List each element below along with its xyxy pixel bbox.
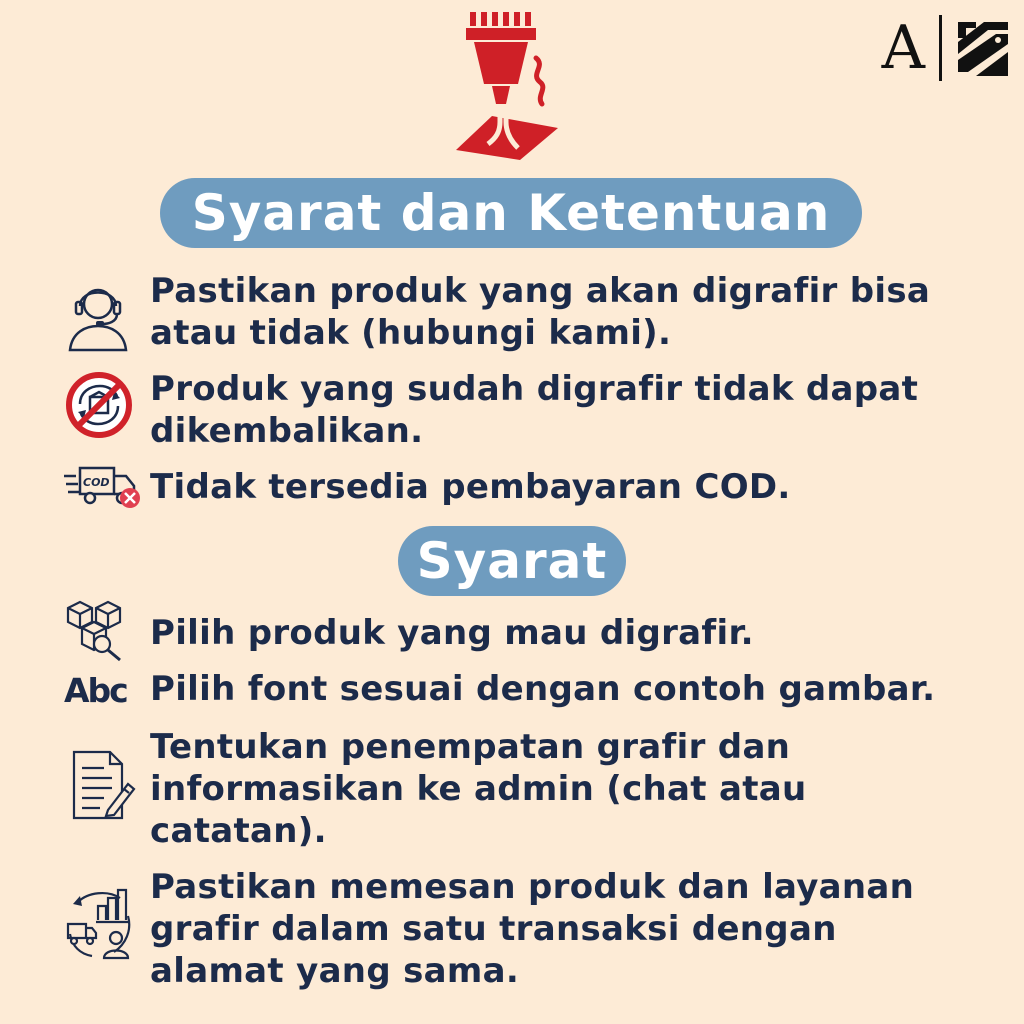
section-title-requirements: Syarat: [398, 526, 626, 596]
laser-engraver-icon: [452, 12, 562, 160]
item-text: Pastikan produk yang akan digrafir bisa atau tidak (hubungi kami).: [150, 271, 931, 353]
brand-divider: [939, 15, 942, 81]
item-text: Pilih produk yang mau digrafir.: [150, 613, 754, 653]
delivery-transaction-icon: [64, 886, 136, 962]
item-text: Tentukan penempatan grafir dan informasikan ke admin (chat atau catatan).: [150, 727, 807, 851]
cod-label: COD: [83, 476, 110, 489]
no-cod-truck-icon: [64, 462, 142, 510]
item-text: Pastikan memesan produk dan layanan grafir dalam satu transaksi dengan alamat yang sama.: [150, 867, 915, 991]
item-text: Produk yang sudah digrafir tidak dapat dikembalikan.: [150, 369, 919, 451]
brand-letter: A: [881, 13, 925, 83]
brand-logo: [882, 14, 1010, 82]
item-text: Tidak tersedia pembayaran COD.: [150, 467, 791, 507]
font-abc-icon: Abc: [64, 671, 127, 710]
product-boxes-icon: [64, 598, 130, 664]
brand-emblem-icon: [956, 16, 1010, 80]
document-edit-icon: [64, 748, 136, 822]
customer-support-icon: [64, 276, 132, 356]
no-return-icon: [64, 370, 134, 440]
item-text: Pilih font sesuai dengan contoh gambar.: [150, 669, 936, 709]
section-title-terms: Syarat dan Ketentuan: [160, 178, 862, 248]
